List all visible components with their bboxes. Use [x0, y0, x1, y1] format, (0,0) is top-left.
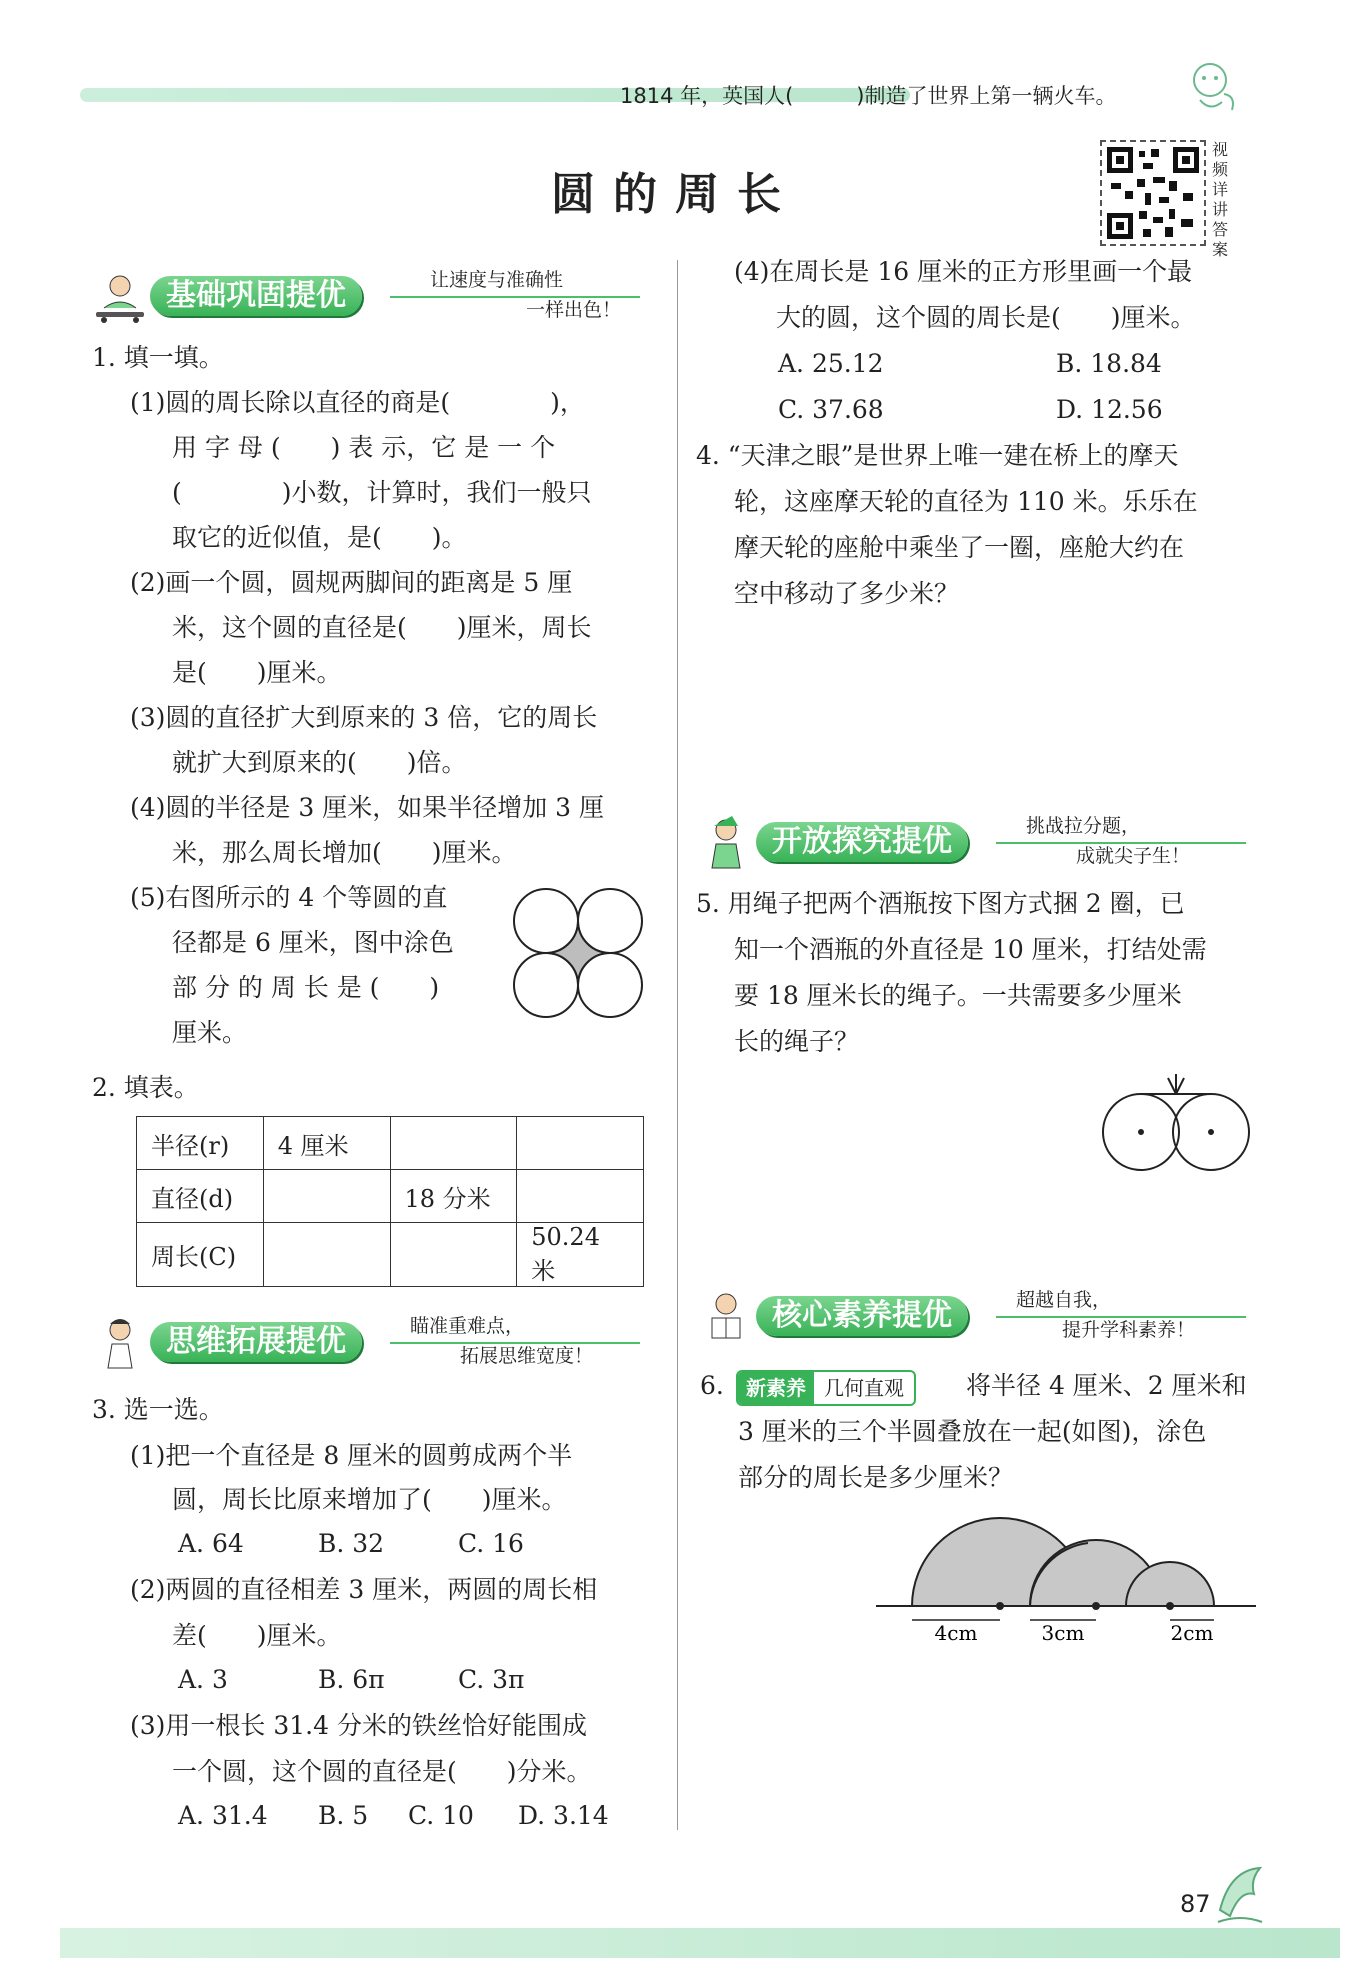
- kid-skateboard-icon: [90, 268, 150, 324]
- section-motto-2: 成就尖子生！: [1076, 845, 1191, 867]
- q2-heading: 2. 填表。: [92, 1073, 199, 1102]
- q4-line: 摩天轮的座舱中乘坐了一圈，座舱大约在: [734, 533, 1185, 562]
- table-cell: [263, 1170, 390, 1223]
- q5-line: 长的绳子？: [734, 1027, 860, 1056]
- qr-label: 视频详讲答案: [1212, 140, 1229, 259]
- q1-line: 就扩大到原来的( )倍。: [172, 748, 467, 777]
- section-motto-2: 提升学科素养！: [1062, 1319, 1196, 1341]
- table-cell: 18 分米: [390, 1170, 517, 1223]
- q3-heading: 3. 选一选。: [92, 1395, 224, 1424]
- semicircles-figure: [876, 1506, 1256, 1646]
- q3-option: A. 31.4: [178, 1801, 268, 1830]
- section-title: 核心素养提优: [756, 1296, 968, 1336]
- section-title: 思维拓展提优: [150, 1322, 362, 1362]
- table-cell: [390, 1117, 517, 1170]
- q3-line: 一个圆，这个圆的直径是( )分米。: [172, 1757, 592, 1786]
- kid-reading-icon: [696, 1288, 756, 1344]
- q3-line: (4)在周长是 16 厘米的正方形里画一个最: [734, 257, 1193, 286]
- q3-option: C. 37.68: [778, 395, 884, 424]
- qr-code[interactable]: [1100, 140, 1206, 246]
- section-header-basic: [90, 266, 650, 326]
- bottom-decor-bar: [60, 1928, 1340, 1958]
- section-motto-1: 超越自我，: [1016, 1289, 1112, 1311]
- column-divider: [677, 260, 678, 1830]
- label-3cm: 3cm: [1041, 1621, 1085, 1645]
- q1-line: 米，那么周长增加( )厘米。: [172, 838, 517, 867]
- label-4cm: 4cm: [934, 1621, 978, 1645]
- q1-line: (1)圆的周长除以直径的商是( )，: [130, 388, 585, 417]
- four-circles-figure: [505, 880, 651, 1026]
- bottles-rope-figure: [1096, 1064, 1256, 1174]
- q1-line: 径都是 6 厘米，图中涂色: [172, 928, 454, 957]
- q1-line: 厘米。: [172, 1018, 248, 1047]
- monkey-mascot-icon: [1170, 50, 1240, 120]
- q1-line: 取它的近似值，是( )。: [172, 523, 467, 552]
- q3-option: B. 18.84: [1056, 349, 1162, 378]
- section-header-thinking: [90, 1312, 650, 1372]
- q1-line: 是( )厘米。: [172, 658, 342, 687]
- label-2cm: 2cm: [1170, 1621, 1214, 1645]
- tag-geometry: 几何直观: [824, 1376, 904, 1400]
- table-cell: 半径(r): [137, 1117, 264, 1170]
- q3-line: (3)用一根长 31.4 分米的铁丝恰好能围成: [130, 1711, 587, 1740]
- page-title: 圆的周长: [551, 169, 799, 220]
- section-title: 基础巩固提优: [150, 276, 362, 316]
- q3-option: C. 16: [458, 1529, 524, 1558]
- table-cell: 周长(C): [137, 1223, 264, 1287]
- header-fact: 1814 年，英国人( )制造了世界上第一辆火车。: [620, 84, 1117, 108]
- section-underline: [390, 1342, 640, 1344]
- tag-new-literacy: 新素养: [738, 1372, 814, 1404]
- q3-option: B. 5: [318, 1801, 369, 1830]
- q1-line: 部 分 的 周 长 是 ( ): [172, 973, 440, 1002]
- q5-line: 知一个酒瓶的外直径是 10 厘米，打结处需: [734, 935, 1207, 964]
- q1-line: 米，这个圆的直径是( )厘米，周长: [172, 613, 592, 642]
- q3-option: A. 3: [178, 1665, 228, 1694]
- q3-line: 大的圆，这个圆的周长是( )厘米。: [776, 303, 1196, 332]
- table-cell: [263, 1223, 390, 1287]
- table-row: [137, 1117, 644, 1170]
- q1-line: (5)右图所示的 4 个等圆的直: [130, 883, 448, 912]
- section-header-core: [696, 1286, 1256, 1346]
- q1-line: (3)圆的直径扩大到原来的 3 倍，它的周长: [130, 703, 598, 732]
- q3-line: 差( )厘米。: [172, 1621, 342, 1650]
- table-cell: [390, 1223, 517, 1287]
- qr-code-icon: [1107, 147, 1199, 239]
- literacy-tag: [736, 1370, 916, 1406]
- q3-line: 圆，周长比原来增加了( )厘米。: [172, 1485, 567, 1514]
- q4-line: 轮，这座摩天轮的直径为 110 米。乐乐在: [734, 487, 1198, 516]
- q3-option: D. 3.14: [518, 1801, 609, 1830]
- q1-line: (2)画一个圆，圆规两脚间的距离是 5 厘: [130, 568, 573, 597]
- q4-line: 4. “天津之眼”是世界上唯一建在桥上的摩天: [696, 441, 1179, 470]
- section-underline: [996, 1316, 1246, 1318]
- q1-heading: 1. 填一填。: [92, 343, 224, 372]
- q3-option: A. 64: [178, 1529, 244, 1558]
- q4-line: 空中移动了多少米？: [734, 579, 960, 608]
- section-header-explore: [696, 812, 1256, 872]
- q6-number: 6.: [700, 1371, 724, 1400]
- q6-line: 3 厘米的三个半圆叠放在一起(如图)，涂色: [738, 1417, 1207, 1446]
- section-underline: [996, 842, 1246, 844]
- fill-table: [136, 1116, 644, 1287]
- table-cell: 4 厘米: [263, 1117, 390, 1170]
- q3-option: A. 25.12: [778, 349, 884, 378]
- section-motto-2: 一样出色！: [526, 299, 622, 321]
- q5-line: 5. 用绳子把两个酒瓶按下图方式捆 2 圈，已: [696, 889, 1185, 918]
- section-motto-2: 拓展思维宽度！: [460, 1345, 594, 1367]
- table-row: [137, 1223, 644, 1287]
- section-title: 开放探究提优: [756, 822, 968, 862]
- q3-line: (1)把一个直径是 8 厘米的圆剪成两个半: [130, 1441, 573, 1470]
- table-cell: [517, 1170, 644, 1223]
- table-cell: [517, 1117, 644, 1170]
- section-underline: [390, 296, 640, 298]
- q3-option: C. 3π: [458, 1665, 525, 1694]
- dolphin-icon: [1210, 1860, 1270, 1930]
- q1-line: (4)圆的半径是 3 厘米，如果半径增加 3 厘: [130, 793, 605, 822]
- q1-line: 用 字 母 ( ) 表 示，它 是 一 个: [172, 433, 556, 462]
- page-number: 87: [1180, 1890, 1211, 1918]
- table-cell: 直径(d): [137, 1170, 264, 1223]
- q5-line: 要 18 厘米长的绳子。一共需要多少厘米: [734, 981, 1182, 1010]
- q3-option: C. 10: [408, 1801, 474, 1830]
- q3-line: (2)两圆的直径相差 3 厘米，两圆的周长相: [130, 1575, 598, 1604]
- section-motto-1: 挑战拉分题，: [1026, 815, 1141, 837]
- section-motto-1: 瞄准重难点，: [410, 1315, 525, 1337]
- table-row: [137, 1170, 644, 1223]
- q3-option: B. 6π: [318, 1665, 385, 1694]
- q3-option: B. 32: [318, 1529, 385, 1558]
- kid-thinking-icon: [90, 1314, 150, 1370]
- q3-option: D. 12.56: [1056, 395, 1163, 424]
- table-cell: 50.24 米: [517, 1223, 644, 1287]
- q6-line: 将半径 4 厘米、2 厘米和: [966, 1371, 1247, 1400]
- kid-explorer-icon: [696, 814, 756, 870]
- q6-line: 部分的周长是多少厘米？: [738, 1463, 1014, 1492]
- q1-line: ( )小数，计算时，我们一般只: [172, 478, 592, 507]
- section-motto-1: 让速度与准确性: [430, 269, 564, 291]
